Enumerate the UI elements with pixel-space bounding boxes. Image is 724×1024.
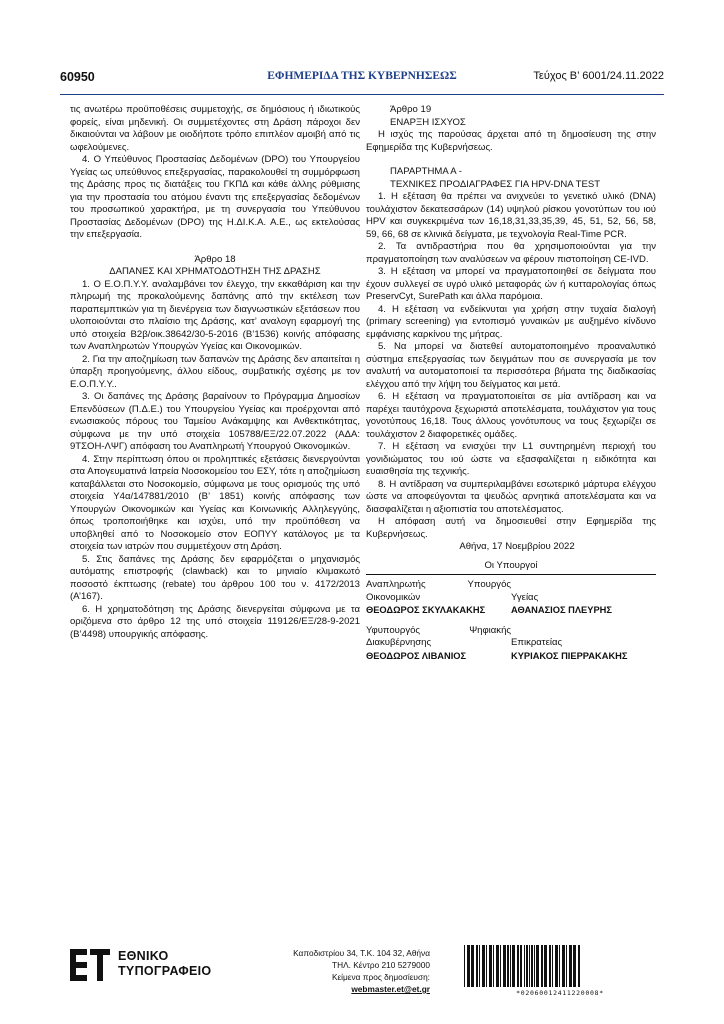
signing-date: Αθήνα, 17 Νοεμβρίου 2022 bbox=[459, 541, 575, 552]
paragraph: 4. Στην περίπτωση όπου οι προληπτικές εξετάσεις διενεργούνται στα Απογευματινά Ιατρεία Νοσοκομείου του ΕΣΥ, τότε η αποζημίωση καταβάλλεται στο Νοσοκομείο, σύμφωνα με τους ορισμούς της υπό στοιχεία Υ4α/147881/2010 (Β’ 1851) κοινής απόφασης των Υπουργών Οικονομικών και Υγείας και Κοινωνικής Αλληλεγγύης, όπως τροποποιήθηκε και ισχύει, υπό την προϋπόθεση να υποβληθεί από το Νοσοκομείο στον ΕΟΠΥΥ κατάλογος με τα στοιχεία των ιατρών που συμμετέχουν στη Δράση. bbox=[70, 453, 360, 552]
barcode-bar bbox=[573, 945, 576, 987]
paragraph: Η ισχύς της παρούσας άρχεται από τη δημοσίευση της στην Εφημερίδα της Κυβερνήσεως. bbox=[366, 129, 656, 153]
printer-address: Καποδιστρίου 34, Τ.Κ. 104 32, Αθήνα bbox=[293, 948, 430, 958]
barcode-bar bbox=[512, 945, 515, 987]
signatory-role: Υφυπουργός Ψηφιακής Διακυβέρνησης bbox=[366, 624, 511, 648]
barcode-bar bbox=[578, 945, 580, 987]
signatory-name: ΚΥΡΙΑΚΟΣ ΠΙΕΡΡΑΚΑΚΗΣ bbox=[511, 650, 628, 661]
barcode-bar bbox=[520, 945, 522, 987]
submission-contact bbox=[260, 971, 430, 995]
printer-phone: ΤΗΛ. Κέντρο 210 5279000 bbox=[332, 960, 430, 970]
barcode-bar bbox=[496, 945, 499, 987]
barcode-bar bbox=[566, 945, 567, 987]
paragraph: Η απόφαση αυτή να δημοσιευθεί στην Εφημερίδα της Κυβερνήσεως. bbox=[366, 516, 656, 540]
signature-block bbox=[366, 579, 656, 662]
signatory-role: Αναπληρωτής Υπουργός Οικονομικών bbox=[366, 579, 511, 603]
paragraph: 2. Τα αντιδραστήρια που θα χρησιμοποιούνται για την πραγματοποίηση των αναλύσεων να φέρουν πιστοποίηση CE-IVD. bbox=[366, 241, 656, 265]
barcode-bar bbox=[531, 945, 533, 987]
article-19-number: Άρθρο 19 bbox=[390, 104, 432, 115]
signatory-role: Επικρατείας bbox=[511, 637, 563, 648]
paragraph: 2. Για την αποζημίωση των δαπανών της Δράσης δεν απαιτείται η ύπαρξη προηγούμενης, άλλου είδους, συμβατικής σχέσης με τον Ε.Ο.Π.Υ.Υ.. bbox=[70, 353, 360, 390]
logo-text bbox=[118, 949, 211, 979]
barcode-bar bbox=[562, 945, 565, 987]
barcode-bar bbox=[526, 945, 528, 987]
barcode bbox=[462, 945, 658, 987]
paragraph: 6. Η εξέταση να πραγματοποιείται σε μία αντίδραση και να παρέχει ταυτόχρονα ξεχωριστά αποτελέσματα, τουλάχιστον για τους γονοτύπους 16,18. Τους άλλους γονότυπους να τους ξεχωρίζει σε τουλάχιστον 2 διαφορετικές ομάδες. bbox=[366, 391, 656, 440]
right-column bbox=[366, 104, 656, 662]
paragraph: 1. Ο Ε.Ο.Π.Υ.Υ. αναλαμβάνει τον έλεγχο, την εκκαθάριση και την πληρωμή της προκαλούμενης δαπάνης από την εκτέλεση των παραπεμπτικών για τη διενέργεια των διαγνωστικών εξετάσεων που υλοποιούνται στο πλαίσιο της Δράσης, κατ’ αναλογη εφαρμογή της υπό στοιχεία Β2β/οικ.38642/30-5-2016 (Β’1536) κοινής απόφασης των Αναπληρωτών Υπουργών Υγείας και Οικονομικών. bbox=[70, 278, 360, 352]
logo-text-line: ΤΥΠΟΓΡΑΦΕΙΟ bbox=[118, 964, 212, 978]
barcode-bar bbox=[517, 945, 519, 987]
national-printing-office-logo bbox=[70, 945, 250, 985]
barcode-bar bbox=[489, 945, 492, 987]
barcode-bar bbox=[510, 945, 511, 987]
barcode-bar bbox=[555, 945, 558, 987]
et-logo-icon bbox=[70, 945, 110, 985]
logo-text-line: ΕΘΝΙΚΟ bbox=[118, 949, 169, 963]
barcode-bar bbox=[486, 945, 487, 987]
paragraph: 5. Να μπορεί να διατεθεί αυτοματοποιημένο προαναλυτικό σύστημα επεξεργασίας των δειγμάτων που σε συνεργασία με τον αναλυτή να αυτοματοποιεί τα περισσότερα βήματα της διαδικασίας ελέγχου από την λήψη του δείγματος και μετά. bbox=[366, 341, 656, 390]
barcode-bar bbox=[524, 945, 525, 987]
article-18-title: ΔΑΠΑΝΕΣ ΚΑΙ ΧΡΗΜΑΤΟΔΟΤΗΣΗ ΤΗΣ ΔΡΑΣΗΣ bbox=[109, 266, 321, 277]
barcode-bar bbox=[507, 945, 509, 987]
paragraph: 7. Η εξέταση να ενισχύει την L1 συντηρημένη περιοχή του γονιδιώματος του ιού ώστε να εξασφαλίζεται η ειδικότητα και ευαισθησία της τεχνικής. bbox=[366, 441, 656, 477]
barcode-bar bbox=[467, 945, 470, 987]
paragraph: 4. Η εξέταση να ενδείκνυται για χρήση στην τυχαία διαλογή (primary screening) για εντοπισμό γυναικών με αυξημένο κίνδυνο εμφάνισης καρκίνου της μήτρας. bbox=[366, 303, 656, 340]
paragraph: τις ανωτέρω προϋποθέσεις συμμετοχής, σε δημόσιους ή ιδιωτικούς φορείς, είναι μηδενική. Οι συμμετέχοντες στη Δράση πάροχοι δεν δικαιούνται να λάβουν με οιοδήποτε τρόπο επιπλέον αμοιβή από τις ωφελούμενες. bbox=[70, 104, 360, 153]
ministers-title: Οι Υπουργοί bbox=[366, 560, 656, 576]
paragraph: 8. Η αντίδραση να συμπεριλαμβάνει εσωτερικό μάρτυρα ελέγχου ώστε να αποφεύγονται τα ψευδώς αρνητικά αποτελέσματα και να διασφαλίζεται η αξιοπιστία του αποτελέσματος. bbox=[366, 478, 656, 515]
barcode-bar bbox=[503, 945, 506, 987]
barcode-bar bbox=[534, 945, 535, 987]
barcode-bar bbox=[471, 945, 474, 987]
paragraph: 5. Στις δαπάνες της Δράσης δεν εφαρμόζεται ο μηχανισμός αυτόματης επιστροφής (clawback) και το μηνιαίο κλιμακωτό ποσοστό έκπτωσης (rebate) του άρθρου 100 του ν. 4172/2013 (Α’167). bbox=[70, 553, 360, 602]
barcode-bar bbox=[493, 945, 494, 987]
submission-label: Κείμενα προς δημοσίευση: bbox=[331, 972, 430, 982]
paragraph: 1. Η εξέταση θα πρέπει να ανιχνεύει το γενετικό υλικό (DNA) τουλάχιστον δεκατεσσάρων (14) υψηλού ρίσκου γονοτύπων του ιού HPV και συγκεκριμένα των 16,18,31,33,35,39, 45, 51, 52, 56, 58, 59, 66, 68 σε κλινικά δείγματα, με τεχνολογία Real-Time PCR. bbox=[366, 191, 656, 240]
barcode-bar bbox=[549, 945, 551, 987]
barcode-bar bbox=[500, 945, 501, 987]
email-link[interactable]: webmaster.et@et.gr bbox=[351, 984, 430, 994]
barcode-number: *02060012411220008* bbox=[516, 989, 604, 997]
header-rule bbox=[60, 94, 664, 95]
gazette-name: ΕΦΗΜΕΡΙΔΑ ΤΗΣ ΚΥΒΕΡΝΗΣΕΩΣ bbox=[267, 70, 457, 82]
signatory-name: ΘΕΟΔΩΡΟΣ ΛΙΒΑΝΙΟΣ bbox=[366, 650, 467, 661]
barcode-bar bbox=[569, 945, 572, 987]
page-number: 60950 bbox=[60, 70, 95, 84]
printer-contact-info bbox=[260, 947, 430, 995]
paragraph: 3. Οι δαπάνες της Δράσης βαραίνουν το Πρόγραμμα Δημοσίων Επενδύσεων (Π.Δ.Ε.) του Υπουργείου Υγείας και προέρχονται από ενωσιακούς πόρους του Ταμείου Ανάκαμψης και Ανθεκτικότητας, σύμφωνα με την υπό στοιχεία 105788/ΕΞ/22.07.2022 (ΑΔΑ: 9ΤΣΟΗ-ΛΨΓ) απόφαση του Αναπληρωτή Υπουργού Οικονομικών. bbox=[70, 391, 360, 452]
barcode-bar bbox=[479, 945, 480, 987]
barcode-bar bbox=[552, 945, 553, 987]
barcode-bar bbox=[559, 945, 560, 987]
barcode-bar bbox=[544, 945, 547, 987]
barcode-bar bbox=[536, 945, 539, 987]
paragraph: 3. Η εξέταση να μπορεί να πραγματοποιηθεί σε δείγματα που έχουν συλλεγεί σε υγρό υλικό μεταφοράς ών ή κυτταρολογίας όπως PreservCyt, SurePath και άλλα παρόμοια. bbox=[366, 266, 656, 302]
annex-title: ΤΕΧΝΙΚΕΣ ΠΡΟΔΙΑΓΡΑΦΕΣ ΓΙΑ HPV-DNA TEST bbox=[390, 178, 601, 190]
article-18-number: Άρθρο 18 bbox=[194, 253, 236, 265]
signatory-name: ΑΘΑΝΑΣΙΟΣ ΠΛΕΥΡΗΣ bbox=[511, 605, 612, 615]
paragraph: 4. Ο Υπεύθυνος Προστασίας Δεδομένων (DPO) του Υπουργείου Υγείας ως υπεύθυνος επεξεργασίας, παρακολουθεί τη συμμόρφωση της Δράσης προς τις διατάξεις του ΓΚΠΔ και κάθε άλλης ρύθμισης για την προστασία του ατόμου έναντι της επεξεργασίας δεδομένων του προσωπικού χαρακτήρα, με τη συνεργασία του Υπεύθυνου Προστασίας Δεδομένων (DPO) της Η.ΔΙ.Κ.Α. Α.Ε., ως εκτελούσας την επεξεργασία. bbox=[70, 154, 360, 240]
signatory-name: ΘΕΟΔΩΡΟΣ ΣΚΥΛΑΚΑΚΗΣ bbox=[366, 605, 486, 615]
barcode-bar bbox=[476, 945, 478, 987]
issue-number: Τεύχος Β’ 6001/24.11.2022 bbox=[533, 70, 664, 82]
page-footer bbox=[0, 945, 724, 1005]
barcode-bar bbox=[541, 945, 543, 987]
article-19-title: ΕΝΑΡΞΗ ΙΣΧΥΟΣ bbox=[390, 116, 466, 128]
barcode-bar bbox=[464, 945, 465, 987]
left-column bbox=[70, 104, 360, 641]
paragraph: 6. Η χρηματοδότηση της Δράσης διενεργείται σύμφωνα με τα οριζόμενα στο άρθρο 12 της υπό στοιχεία 119126/ΕΞ/28-9-2021 (Β’4498) υπουργικής απόφασης. bbox=[70, 603, 360, 640]
signatory-role: Υγείας bbox=[511, 591, 539, 603]
barcode-bar bbox=[482, 945, 485, 987]
barcode-bar bbox=[529, 945, 530, 987]
page-header bbox=[60, 70, 664, 90]
annex-label: ΠΑΡΑΡΤΗΜΑ Α - bbox=[390, 166, 462, 177]
